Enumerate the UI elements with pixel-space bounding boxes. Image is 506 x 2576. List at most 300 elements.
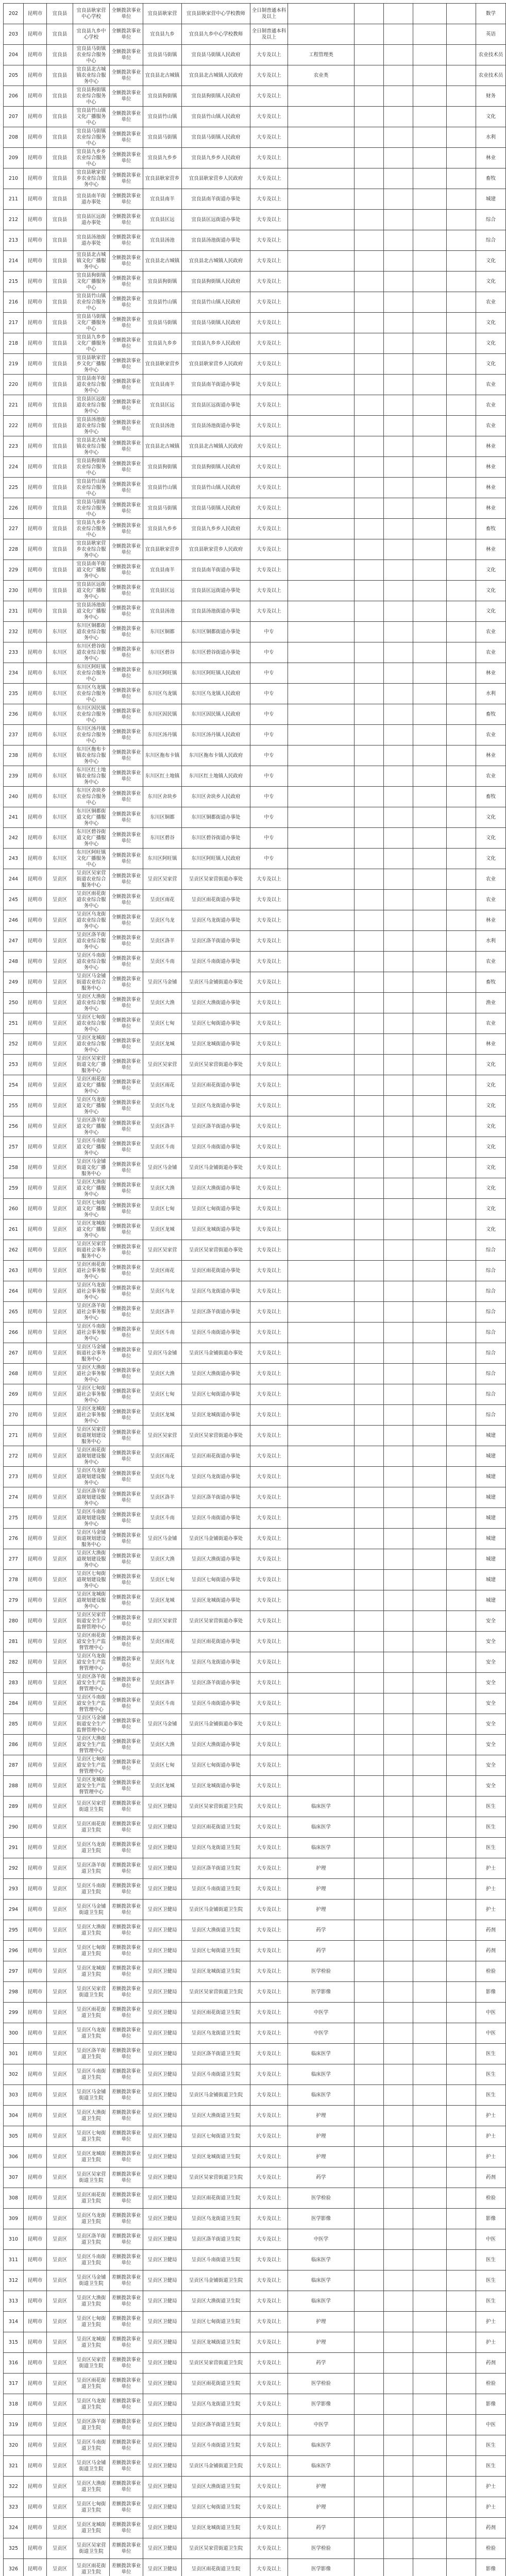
- requirement-cell: [384, 45, 413, 65]
- table-row: [4, 1446, 506, 1467]
- department-cell: 呈贡区卫健局: [143, 2497, 182, 2518]
- major-cell: [288, 1590, 355, 1611]
- requirement-cell: [384, 395, 413, 416]
- position-cell: 呈贡区马金铺街道卫生院: [182, 2456, 250, 2477]
- requirement-cell: [384, 2538, 413, 2559]
- district-cell: 呈贡区: [47, 1611, 73, 1632]
- city-cell: 昆明市: [24, 539, 47, 560]
- department-cell: 宜良县马街镇: [143, 313, 182, 333]
- requirement-cell: [413, 2497, 447, 2518]
- major-cell: [288, 1467, 355, 1487]
- city-cell: 昆明市: [24, 1240, 47, 1261]
- unit-type-cell: 全额拨款事业单位: [110, 828, 143, 849]
- row-number-cell: 244: [4, 869, 24, 890]
- unit-name-cell: 宜良县九乡乡农业综合服务中心: [73, 148, 110, 168]
- district-cell: 东川区: [47, 663, 73, 684]
- education-cell: 大专及以上: [250, 457, 288, 478]
- requirement-cell: [447, 168, 476, 189]
- district-cell: 宜良县: [47, 127, 73, 148]
- requirement-cell: [384, 2435, 413, 2456]
- requirement-cell: [384, 2229, 413, 2250]
- table-row: [4, 1240, 506, 1261]
- requirement-cell: [355, 1116, 384, 1137]
- unit-type-cell: 全额拨款事业单位: [110, 251, 143, 272]
- education-cell: 大专及以上: [250, 2559, 288, 2576]
- unit-name-cell: 呈贡区斗南街道社会事务服务中心: [73, 1323, 110, 1343]
- table-row: [4, 230, 506, 251]
- table-row: [4, 1941, 506, 1961]
- major-cell: 护理: [288, 1858, 355, 1879]
- table-row: [4, 2312, 506, 2332]
- education-cell: 中专: [250, 745, 288, 766]
- requirement-cell: [447, 292, 476, 313]
- remark-cell: 药剂: [476, 2167, 506, 2188]
- requirement-cell: [355, 1632, 384, 1652]
- requirement-cell: [384, 1240, 413, 1261]
- remark-cell: 畜牧: [476, 972, 506, 993]
- unit-type-cell: 差额拨款事业单位: [110, 2270, 143, 2291]
- row-number-cell: 228: [4, 539, 24, 560]
- requirement-cell: [413, 1158, 447, 1178]
- remark-cell: 文化: [476, 1096, 506, 1116]
- unit-type-cell: 全额拨款事业单位: [110, 972, 143, 993]
- unit-type-cell: 全额拨款事业单位: [110, 1570, 143, 1590]
- unit-type-cell: 全额拨款事业单位: [110, 1137, 143, 1158]
- city-cell: 昆明市: [24, 2209, 47, 2229]
- major-cell: [288, 1405, 355, 1426]
- requirement-cell: [384, 2209, 413, 2229]
- position-cell: 宜良县九乡乡人民政府: [182, 333, 250, 354]
- city-cell: 昆明市: [24, 2023, 47, 2044]
- major-cell: [288, 539, 355, 560]
- education-cell: 大专及以上: [250, 890, 288, 910]
- requirement-cell: [384, 2291, 413, 2312]
- position-cell: 呈贡区雨花街道办事处: [182, 1261, 250, 1281]
- position-cell: 呈贡区七甸街道卫生院: [182, 2497, 250, 2518]
- row-number-cell: 298: [4, 1982, 24, 2003]
- remark-cell: 文化: [476, 333, 506, 354]
- city-cell: 昆明市: [24, 1426, 47, 1446]
- department-cell: 宜良县马街镇: [143, 498, 182, 519]
- department-cell: 东川区乌龙镇: [143, 684, 182, 704]
- major-cell: 医学检验: [288, 2188, 355, 2209]
- table-row: [4, 931, 506, 952]
- position-cell: 呈贡区吴家营街道办事处: [182, 1426, 250, 1446]
- table-row: [4, 1920, 506, 1941]
- department-cell: 东川区阿旺镇: [143, 663, 182, 684]
- row-number-cell: 271: [4, 1426, 24, 1446]
- table-row: [4, 1611, 506, 1632]
- requirement-cell: [384, 1714, 413, 1735]
- row-number-cell: 283: [4, 1673, 24, 1693]
- department-cell: 呈贡区大渔: [143, 1735, 182, 1755]
- requirement-cell: [384, 1549, 413, 1570]
- requirement-cell: [447, 1735, 476, 1755]
- row-number-cell: 207: [4, 107, 24, 127]
- requirement-cell: [355, 1590, 384, 1611]
- department-cell: 宜良县九乡乡: [143, 148, 182, 168]
- major-cell: [288, 1137, 355, 1158]
- unit-type-cell: 差额拨款事业单位: [110, 2559, 143, 2576]
- requirement-cell: [447, 2147, 476, 2167]
- position-cell: 呈贡区雨花街道办事处: [182, 1446, 250, 1467]
- requirement-cell: [355, 2456, 384, 2477]
- city-cell: 昆明市: [24, 1590, 47, 1611]
- district-cell: 呈贡区: [47, 1529, 73, 1549]
- department-cell: 呈贡区卫健局: [143, 2023, 182, 2044]
- remark-cell: 综合: [476, 210, 506, 230]
- education-cell: 大专及以上: [250, 1384, 288, 1405]
- requirement-cell: [413, 519, 447, 539]
- district-cell: 呈贡区: [47, 1714, 73, 1735]
- unit-type-cell: 全额拨款事业单位: [110, 86, 143, 107]
- position-cell: 宜良县匡远街道办事处: [182, 395, 250, 416]
- requirement-cell: [447, 354, 476, 375]
- unit-name-cell: 呈贡区吴家营街道社会事务服务中心: [73, 1240, 110, 1261]
- department-cell: 呈贡区卫健局: [143, 2188, 182, 2209]
- requirement-cell: [355, 1797, 384, 1817]
- remark-cell: 农业: [476, 395, 506, 416]
- row-number-cell: 274: [4, 1487, 24, 1508]
- unit-name-cell: 宜良县马街镇农业综合服务中心: [73, 127, 110, 148]
- row-number-cell: 266: [4, 1323, 24, 1343]
- unit-name-cell: 呈贡区乌龙街道农业综合服务中心: [73, 910, 110, 931]
- requirement-cell: [355, 272, 384, 292]
- remark-cell: 安全: [476, 1735, 506, 1755]
- unit-name-cell: 呈贡区七甸街道卫生院: [73, 1941, 110, 1961]
- requirement-cell: [413, 1570, 447, 1590]
- requirement-cell: [447, 1302, 476, 1323]
- education-cell: 大专及以上: [250, 1673, 288, 1693]
- unit-type-cell: 全额拨款事业单位: [110, 622, 143, 642]
- table-row: [4, 1323, 506, 1343]
- city-cell: 昆明市: [24, 2497, 47, 2518]
- remark-cell: 安全: [476, 1714, 506, 1735]
- major-cell: [288, 1302, 355, 1323]
- unit-name-cell: 呈贡区乌龙街道卫生院: [73, 2394, 110, 2415]
- requirement-cell: [413, 2188, 447, 2209]
- education-cell: 大专及以上: [250, 251, 288, 272]
- requirement-cell: [413, 498, 447, 519]
- remark-cell: 安全: [476, 1776, 506, 1797]
- requirement-cell: [413, 1116, 447, 1137]
- unit-type-cell: 全额拨款事业单位: [110, 1549, 143, 1570]
- education-cell: 中专: [250, 704, 288, 725]
- requirement-cell: [413, 148, 447, 168]
- education-cell: 大专及以上: [250, 1467, 288, 1487]
- education-cell: 大专及以上: [250, 2394, 288, 2415]
- city-cell: 昆明市: [24, 1343, 47, 1364]
- education-cell: 大专及以上: [250, 931, 288, 952]
- district-cell: 呈贡区: [47, 2147, 73, 2167]
- requirement-cell: [413, 1013, 447, 1034]
- requirement-cell: [355, 436, 384, 457]
- city-cell: 昆明市: [24, 2044, 47, 2064]
- education-cell: 大专及以上: [250, 1982, 288, 2003]
- district-cell: 呈贡区: [47, 1797, 73, 1817]
- district-cell: 呈贡区: [47, 1961, 73, 1982]
- unit-type-cell: 差额拨款事业单位: [110, 2332, 143, 2353]
- requirement-cell: [355, 1900, 384, 1920]
- requirement-cell: [413, 2064, 447, 2085]
- district-cell: 呈贡区: [47, 1652, 73, 1673]
- requirement-cell: [355, 519, 384, 539]
- requirement-cell: [384, 2332, 413, 2353]
- table-row: [4, 2477, 506, 2497]
- unit-type-cell: 差额拨款事业单位: [110, 2167, 143, 2188]
- major-cell: 临床医学: [288, 1838, 355, 1858]
- department-cell: 宜良县北古城镇: [143, 436, 182, 457]
- requirement-cell: [355, 2003, 384, 2023]
- requirement-cell: [384, 539, 413, 560]
- row-number-cell: 245: [4, 890, 24, 910]
- city-cell: 昆明市: [24, 1529, 47, 1549]
- education-cell: 大专及以上: [250, 86, 288, 107]
- requirement-cell: [384, 251, 413, 272]
- row-number-cell: 318: [4, 2394, 24, 2415]
- city-cell: 昆明市: [24, 4, 47, 24]
- table-row: [4, 1549, 506, 1570]
- district-cell: 呈贡区: [47, 2188, 73, 2209]
- row-number-cell: 234: [4, 663, 24, 684]
- department-cell: 东川区阿旺镇: [143, 849, 182, 869]
- table-row: [4, 1817, 506, 1838]
- position-cell: 呈贡区七甸街道卫生院: [182, 1941, 250, 1961]
- district-cell: 呈贡区: [47, 1137, 73, 1158]
- remark-cell: 文化: [476, 1158, 506, 1178]
- requirement-cell: [413, 416, 447, 436]
- unit-type-cell: 差额拨款事业单位: [110, 2064, 143, 2085]
- row-number-cell: 216: [4, 292, 24, 313]
- requirement-cell: [413, 333, 447, 354]
- row-number-cell: 264: [4, 1281, 24, 1302]
- unit-name-cell: 东川区拖布卡镇农业综合服务中心: [73, 745, 110, 766]
- requirement-cell: [447, 2456, 476, 2477]
- table-row: [4, 1508, 506, 1529]
- district-cell: 呈贡区: [47, 2477, 73, 2497]
- major-cell: [288, 972, 355, 993]
- requirement-cell: [413, 1261, 447, 1281]
- unit-name-cell: 呈贡区吴家营街道卫生院: [73, 1797, 110, 1817]
- unit-name-cell: 呈贡区斗南街道卫生院: [73, 1879, 110, 1900]
- requirement-cell: [447, 107, 476, 127]
- department-cell: 呈贡区卫健局: [143, 2518, 182, 2538]
- major-cell: 药学: [288, 2353, 355, 2374]
- requirement-cell: [413, 787, 447, 807]
- table-row: [4, 1961, 506, 1982]
- remark-cell: 护士: [476, 2312, 506, 2332]
- department-cell: 宜良县匡远: [143, 210, 182, 230]
- requirement-cell: [384, 1838, 413, 1858]
- education-cell: 大专及以上: [250, 2106, 288, 2126]
- city-cell: 昆明市: [24, 642, 47, 663]
- city-cell: 昆明市: [24, 560, 47, 581]
- requirement-cell: [384, 436, 413, 457]
- education-cell: 大专及以上: [250, 1755, 288, 1776]
- remark-cell: 城建: [476, 1570, 506, 1590]
- requirement-cell: [355, 890, 384, 910]
- row-number-cell: 205: [4, 65, 24, 86]
- table-row: [4, 2188, 506, 2209]
- major-cell: [288, 1013, 355, 1034]
- position-cell: 宜良县南羊街道办事处: [182, 560, 250, 581]
- requirement-cell: [447, 1508, 476, 1529]
- education-cell: 大专及以上: [250, 2064, 288, 2085]
- district-cell: 呈贡区: [47, 2435, 73, 2456]
- unit-type-cell: 差额拨款事业单位: [110, 2435, 143, 2456]
- requirement-cell: [413, 1178, 447, 1199]
- major-cell: [288, 395, 355, 416]
- unit-type-cell: 全额拨款事业单位: [110, 1199, 143, 1219]
- unit-name-cell: 东川区因民镇农业综合服务中心: [73, 704, 110, 725]
- position-cell: 宜良县竹山镇人民政府: [182, 107, 250, 127]
- row-number-cell: 326: [4, 2559, 24, 2576]
- unit-name-cell: 宜良县汤池街道农业综合服务中心: [73, 416, 110, 436]
- table-row: [4, 1632, 506, 1652]
- remark-cell: 畜牧: [476, 519, 506, 539]
- unit-type-cell: 全额拨款事业单位: [110, 313, 143, 333]
- row-number-cell: 255: [4, 1096, 24, 1116]
- remark-cell: 医生: [476, 2291, 506, 2312]
- requirement-cell: [384, 313, 413, 333]
- requirement-cell: [447, 2435, 476, 2456]
- unit-type-cell: 全额拨款事业单位: [110, 642, 143, 663]
- row-number-cell: 258: [4, 1158, 24, 1178]
- table-row: [4, 1116, 506, 1137]
- requirement-cell: [413, 2312, 447, 2332]
- remark-cell: 医生: [476, 1838, 506, 1858]
- position-cell: 呈贡区雨花街道办事处: [182, 1632, 250, 1652]
- requirement-cell: [355, 952, 384, 972]
- remark-cell: 林业: [476, 457, 506, 478]
- district-cell: 东川区: [47, 807, 73, 828]
- major-cell: 护理: [288, 2497, 355, 2518]
- department-cell: 呈贡区卫健局: [143, 2106, 182, 2126]
- position-cell: 宜良县狗街镇人民政府: [182, 457, 250, 478]
- unit-type-cell: 全额拨款事业单位: [110, 581, 143, 601]
- requirement-cell: [413, 828, 447, 849]
- row-number-cell: 219: [4, 354, 24, 375]
- requirement-cell: [413, 1281, 447, 1302]
- requirement-cell: [384, 2415, 413, 2435]
- requirement-cell: [413, 2415, 447, 2435]
- requirement-cell: [413, 1549, 447, 1570]
- position-cell: 呈贡区吴家营街道卫生院: [182, 2167, 250, 2188]
- position-cell: 呈贡区吴家营街道办事处: [182, 1611, 250, 1632]
- major-cell: [288, 1075, 355, 1096]
- remark-cell: 影像: [476, 1982, 506, 2003]
- requirement-cell: [384, 1673, 413, 1693]
- department-cell: 呈贡区卫健局: [143, 1797, 182, 1817]
- education-cell: 大专及以上: [250, 272, 288, 292]
- remark-cell: 林业: [476, 436, 506, 457]
- requirement-cell: [355, 457, 384, 478]
- requirement-cell: [384, 1158, 413, 1178]
- requirement-cell: [447, 1920, 476, 1941]
- requirement-cell: [413, 601, 447, 622]
- education-cell: 大专及以上: [250, 1426, 288, 1446]
- requirement-cell: [447, 2415, 476, 2435]
- requirement-cell: [447, 2374, 476, 2394]
- requirement-cell: [355, 2270, 384, 2291]
- table-row: [4, 1055, 506, 1075]
- unit-type-cell: 全额拨款事业单位: [110, 869, 143, 890]
- district-cell: 宜良县: [47, 354, 73, 375]
- requirement-cell: [355, 1714, 384, 1735]
- education-cell: 大专及以上: [250, 1013, 288, 1034]
- district-cell: 宜良县: [47, 519, 73, 539]
- requirement-cell: [384, 354, 413, 375]
- row-number-cell: 295: [4, 1920, 24, 1941]
- department-cell: 呈贡区卫健局: [143, 1838, 182, 1858]
- requirement-cell: [413, 1714, 447, 1735]
- district-cell: 呈贡区: [47, 1941, 73, 1961]
- district-cell: 宜良县: [47, 65, 73, 86]
- department-cell: 呈贡区卫健局: [143, 1900, 182, 1920]
- remark-cell: 护士: [476, 1900, 506, 1920]
- requirement-cell: [413, 1590, 447, 1611]
- requirement-cell: [384, 1096, 413, 1116]
- department-cell: 宜良县南羊: [143, 560, 182, 581]
- unit-type-cell: 全额拨款事业单位: [110, 1302, 143, 1323]
- district-cell: 呈贡区: [47, 1302, 73, 1323]
- district-cell: 呈贡区: [47, 2312, 73, 2332]
- city-cell: 昆明市: [24, 622, 47, 642]
- position-cell: 宜良县北古城镇人民政府: [182, 65, 250, 86]
- position-cell: 呈贡区马金铺街道办事处: [182, 972, 250, 993]
- department-cell: 宜良县马街镇: [143, 127, 182, 148]
- position-cell: 宜良县耿家营乡人民政府: [182, 168, 250, 189]
- row-number-cell: 323: [4, 2497, 24, 2518]
- remark-cell: 农业: [476, 622, 506, 642]
- city-cell: 昆明市: [24, 189, 47, 210]
- position-cell: 宜良县匡远街道办事处: [182, 210, 250, 230]
- education-cell: 大专及以上: [250, 1487, 288, 1508]
- table-row: [4, 1281, 506, 1302]
- department-cell: 呈贡区乌龙: [143, 910, 182, 931]
- requirement-cell: [384, 24, 413, 45]
- unit-type-cell: 全额拨款事业单位: [110, 849, 143, 869]
- requirement-cell: [355, 1652, 384, 1673]
- city-cell: 昆明市: [24, 1879, 47, 1900]
- remark-cell: 文化: [476, 107, 506, 127]
- requirement-cell: [384, 1487, 413, 1508]
- row-number-cell: 223: [4, 436, 24, 457]
- row-number-cell: 309: [4, 2209, 24, 2229]
- remark-cell: 城建: [476, 1590, 506, 1611]
- row-number-cell: 242: [4, 828, 24, 849]
- unit-name-cell: 呈贡区洛羊街道卫生院: [73, 2044, 110, 2064]
- major-cell: [288, 704, 355, 725]
- requirement-cell: [355, 1920, 384, 1941]
- unit-name-cell: 呈贡区雨花街道文化广播服务中心: [73, 1075, 110, 1096]
- district-cell: 宜良县: [47, 416, 73, 436]
- table-row: [4, 972, 506, 993]
- department-cell: 东川区红土地镇: [143, 766, 182, 787]
- requirement-cell: [384, 416, 413, 436]
- district-cell: 呈贡区: [47, 2353, 73, 2374]
- requirement-cell: [413, 1302, 447, 1323]
- remark-cell: 医生: [476, 2085, 506, 2106]
- district-cell: 呈贡区: [47, 2559, 73, 2576]
- department-cell: 呈贡区马金铺: [143, 1714, 182, 1735]
- requirement-cell: [447, 65, 476, 86]
- requirement-cell: [447, 1529, 476, 1549]
- unit-type-cell: 差额拨款事业单位: [110, 2394, 143, 2415]
- position-cell: 呈贡区雨花街道卫生院: [182, 2188, 250, 2209]
- education-cell: 大专及以上: [250, 230, 288, 251]
- district-cell: 宜良县: [47, 210, 73, 230]
